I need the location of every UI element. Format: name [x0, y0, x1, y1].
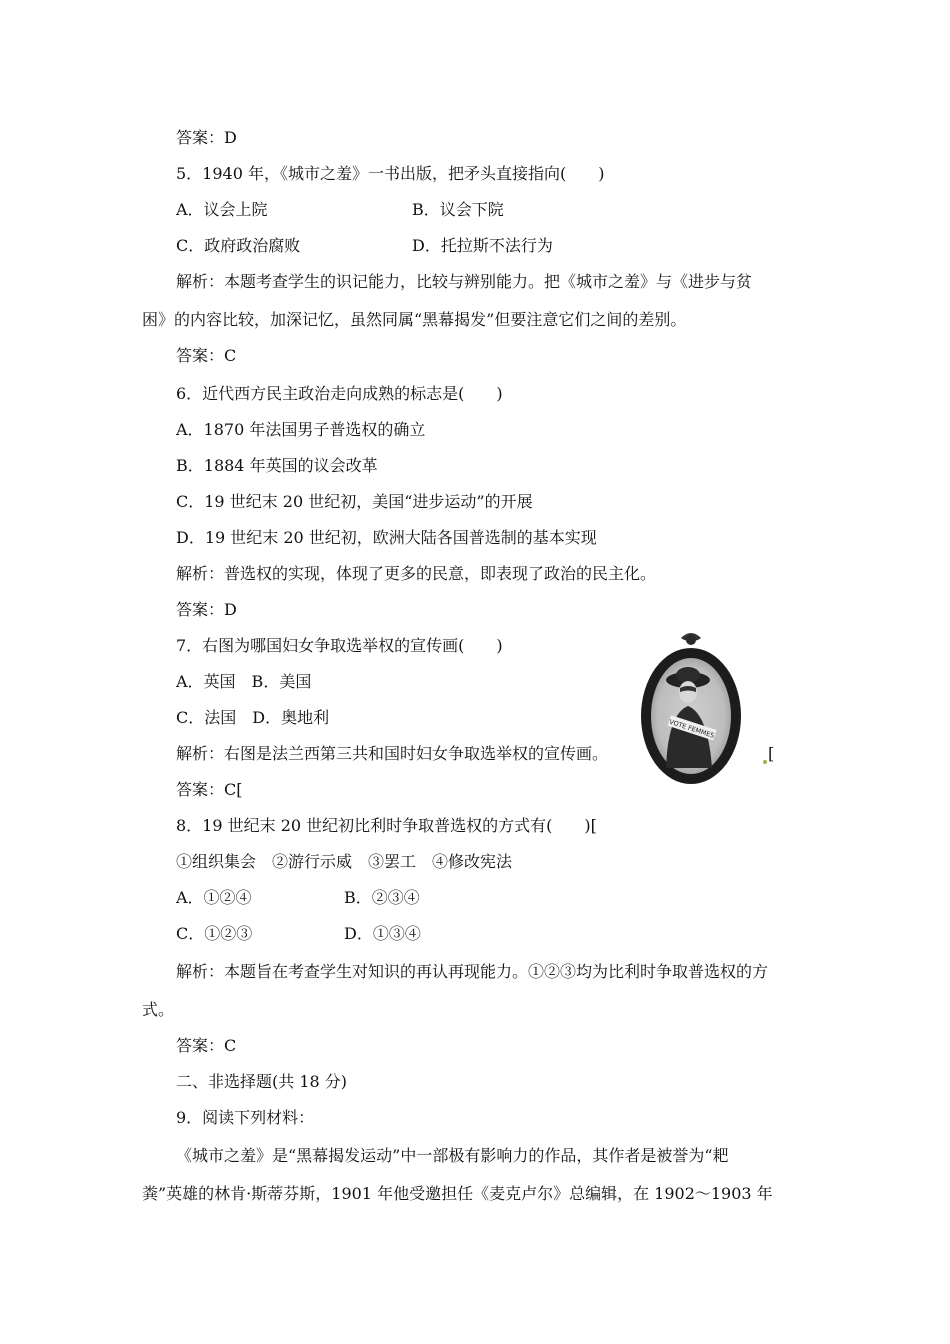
question-8: 8．19 世纪末 20 世纪初比利时争取普选权的方式有( )[ — [176, 816, 597, 835]
q8-option-c: C．①②③ — [176, 924, 253, 943]
q5-option-d: D．托拉斯不法行为 — [412, 236, 553, 255]
answer-4: 答案：D — [176, 128, 237, 147]
q8-items: ①组织集会 ②游行示威 ③罢工 ④修改宪法 — [176, 852, 513, 871]
sash-label: VOTE FEMMES — [668, 717, 716, 740]
material-line-2: 粪”英雄的林肯·斯蒂芬斯，1901 年他受邀担任《麦克卢尔》总编辑，在 1902～1903 年 — [142, 1184, 773, 1203]
q8-option-a: A．①②④ — [176, 888, 252, 907]
q5-option-b: B．议会下院 — [412, 200, 504, 219]
stray-bracket: [ — [762, 744, 774, 764]
q7-options-ab: A．英国 B．美国 — [176, 672, 312, 691]
answer-8: 答案：C — [176, 1036, 237, 1055]
q6-option-d: D．19 世纪末 20 世纪初，欧洲大陆各国普选制的基本实现 — [176, 528, 597, 547]
material-line-1: 《城市之羞》是“黑幕揭发运动”中一部极有影响力的作品，其作者是被誉为“耙 — [176, 1146, 729, 1165]
q6-option-c: C．19 世纪末 20 世纪初，美国“进步运动”的开展 — [176, 492, 533, 511]
question-9: 9．阅读下列材料： — [176, 1108, 315, 1127]
q6-analysis: 解析：普选权的实现，体现了更多的民意，即表现了政治的民主化。 — [176, 564, 657, 583]
q8-analysis: 解析：本题旨在考查学生对知识的再认再现能力。①②③均为比利时争取普选权的方 — [176, 962, 769, 981]
q5-option-c: C．政府政治腐败 — [176, 236, 301, 255]
answer-5: 答案：C — [176, 346, 237, 365]
q5-option-a: A．议会上院 — [176, 200, 268, 219]
q5-analysis-cont: 困》的内容比较，加深记忆，虽然同属“黑幕揭发”但要注意它们之间的差别。 — [142, 310, 687, 329]
q8-option-d: D．①③④ — [344, 924, 421, 943]
q6-option-a: A．1870 年法国男子普选权的确立 — [176, 420, 426, 439]
q7-options-cd: C．法国 D．奥地利 — [176, 708, 330, 727]
question-7: 7．右图为哪国妇女争取选举权的宣传画( ) — [176, 636, 503, 655]
section-heading: 二、非选择题(共 18 分) — [176, 1072, 348, 1091]
question-5: 5．1940 年，《城市之羞》一书出版，把矛头直接指向( ) — [176, 164, 605, 183]
answer-7: 答案：C[ — [176, 780, 243, 799]
q6-option-b: B．1884 年英国的议会改革 — [176, 456, 378, 475]
q5-analysis: 解析：本题考查学生的识记能力，比较与辨别能力。把《城市之羞》与《进步与贫 — [176, 272, 753, 291]
question-6: 6．近代西方民主政治走向成熟的标志是( ) — [176, 384, 503, 403]
q8-option-b: B．②③④ — [344, 888, 420, 907]
q8-analysis-cont: 式。 — [142, 1000, 175, 1019]
q7-analysis: 解析：右图是法兰西第三共和国时妇女争取选举权的宣传画。 — [176, 744, 609, 763]
suffrage-poster-image — [636, 628, 746, 788]
artifact-dot — [763, 760, 767, 764]
answer-6: 答案：D — [176, 600, 237, 619]
